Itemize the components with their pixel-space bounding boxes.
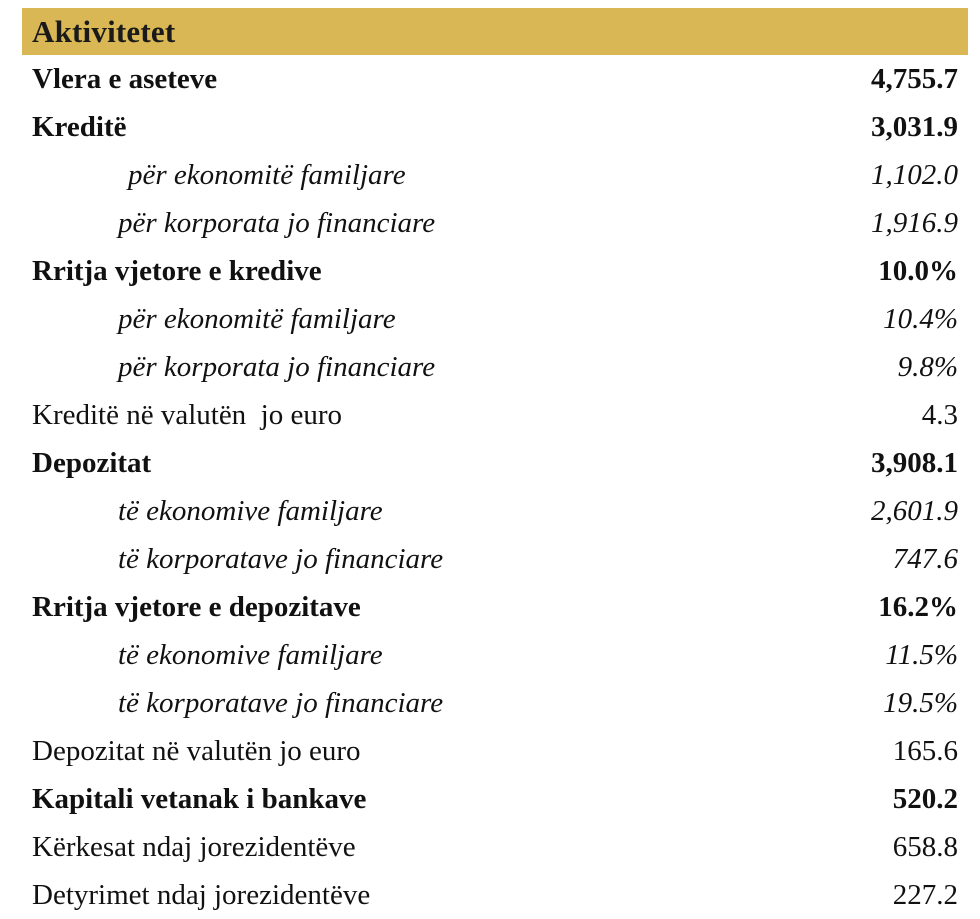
table-row bbox=[22, 823, 968, 871]
table-row bbox=[22, 583, 968, 631]
row-value: 11.5% bbox=[885, 639, 958, 671]
row-label: Depozitat bbox=[32, 447, 152, 479]
row-value: 1,102.0 bbox=[871, 159, 958, 191]
table-row bbox=[22, 151, 968, 199]
row-label: për ekonomitë familjare bbox=[118, 303, 396, 335]
table-header-band bbox=[22, 8, 968, 55]
table-row bbox=[22, 103, 968, 151]
row-label: të ekonomive familjare bbox=[118, 495, 383, 527]
row-label: Kreditë bbox=[32, 111, 127, 143]
table-row bbox=[22, 535, 968, 583]
row-value: 16.2% bbox=[878, 591, 958, 623]
row-label: të korporatave jo financiare bbox=[118, 543, 444, 575]
row-label: Depozitat në valutën jo euro bbox=[32, 735, 361, 767]
table-row bbox=[22, 727, 968, 775]
row-label: Kreditë në valutën jo euro bbox=[32, 399, 343, 431]
table-row bbox=[22, 343, 968, 391]
table-row bbox=[22, 631, 968, 679]
row-label: për ekonomitë familjare bbox=[128, 159, 406, 191]
table-row bbox=[22, 487, 968, 535]
table-body bbox=[22, 55, 968, 919]
table-row bbox=[22, 199, 968, 247]
row-value: 3,031.9 bbox=[871, 111, 958, 143]
table-row bbox=[22, 679, 968, 727]
table-row bbox=[22, 247, 968, 295]
row-label: për korporata jo financiare bbox=[118, 207, 436, 239]
row-value: 2,601.9 bbox=[871, 495, 958, 527]
row-value: 747.6 bbox=[892, 543, 958, 575]
table-title: Aktivitetet bbox=[32, 14, 176, 49]
table-row bbox=[22, 55, 968, 103]
row-label: të ekonomive familjare bbox=[118, 639, 383, 671]
row-value: 165.6 bbox=[892, 735, 958, 767]
table-row bbox=[22, 391, 968, 439]
row-value: 9.8% bbox=[897, 351, 958, 383]
row-label: për korporata jo financiare bbox=[118, 351, 436, 383]
table-row bbox=[22, 295, 968, 343]
row-value: 658.8 bbox=[892, 831, 958, 863]
row-label: të korporatave jo financiare bbox=[118, 687, 444, 719]
row-label: Detyrimet ndaj jorezidentëve bbox=[32, 879, 371, 911]
row-label: Vlera e aseteve bbox=[32, 63, 218, 95]
row-value: 227.2 bbox=[892, 879, 958, 911]
row-label: Kapitali vetanak i bankave bbox=[32, 783, 367, 815]
row-label: Rritja vjetore e kredive bbox=[32, 255, 322, 287]
table-row bbox=[22, 871, 968, 919]
row-value: 10.0% bbox=[878, 255, 958, 287]
row-value: 10.4% bbox=[883, 303, 958, 335]
row-value: 19.5% bbox=[883, 687, 958, 719]
row-value: 1,916.9 bbox=[871, 207, 958, 239]
row-value: 4,755.7 bbox=[871, 63, 958, 95]
row-label: Rritja vjetore e depozitave bbox=[32, 591, 361, 623]
table-row bbox=[22, 439, 968, 487]
table-row bbox=[22, 775, 968, 823]
row-value: 4.3 bbox=[921, 399, 958, 431]
row-label: Kërkesat ndaj jorezidentëve bbox=[32, 831, 356, 863]
row-value: 3,908.1 bbox=[871, 447, 958, 479]
row-value: 520.2 bbox=[892, 783, 958, 815]
